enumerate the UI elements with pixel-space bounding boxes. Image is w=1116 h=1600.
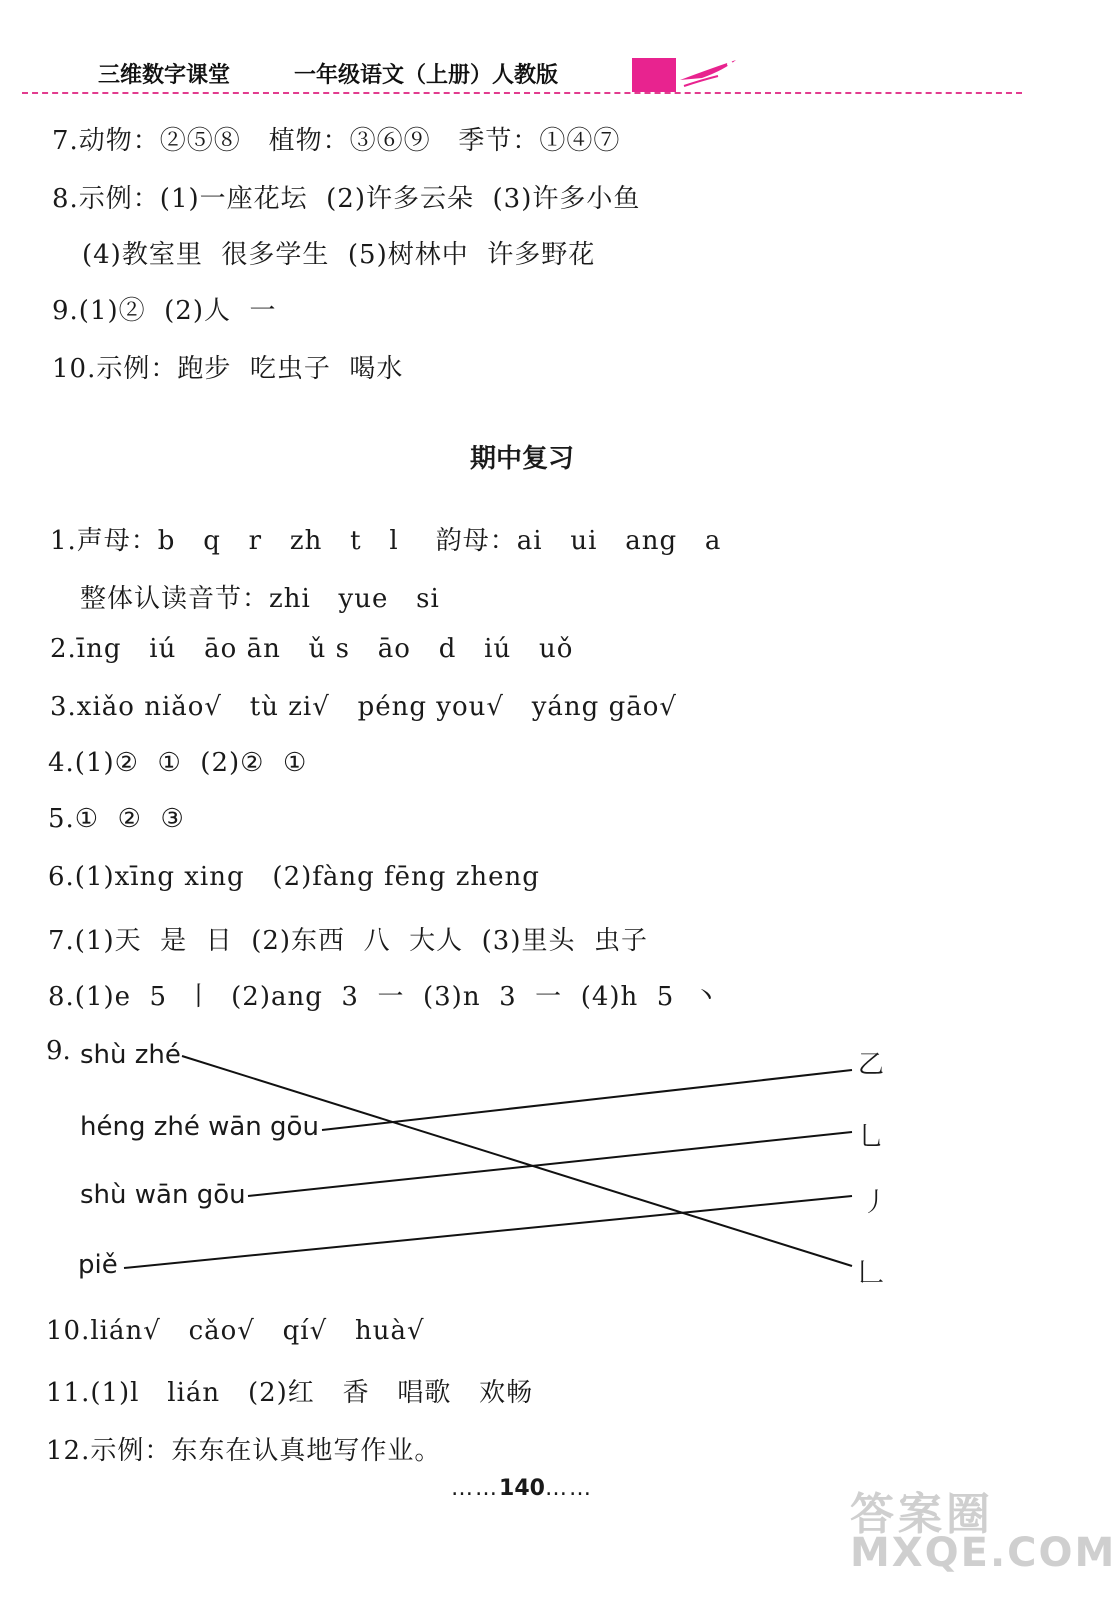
answer-line: 10.示例：跑步 吃虫子 喝水 xyxy=(52,354,404,384)
answer-line: (4)教室里 很多学生 (5)树林中 许多野花 xyxy=(82,240,596,270)
stroke-name-item: héng zhé wān gōu xyxy=(80,1112,319,1142)
page-number-value: 140 xyxy=(499,1476,545,1501)
answer-line: 1.声母：b q r zh t l 韵母：ai ui ang a xyxy=(50,526,722,556)
question-number: 9. xyxy=(46,1036,71,1066)
matching-line xyxy=(322,1070,852,1130)
answer-line: 7.(1)天 是 日 (2)东西 八 大人 (3)里头 虫子 xyxy=(48,926,648,956)
page-number-dots-left: …… xyxy=(451,1476,500,1501)
answer-line: 3.xiǎo niǎo√ tù zi√ péng you√ yáng gāo√ xyxy=(50,692,677,722)
page-number-dots-right: …… xyxy=(544,1476,593,1501)
stroke-name-item: piě xyxy=(78,1250,118,1280)
answer-line: 2.īng iú āo ān ǔ s āo d iú uǒ xyxy=(50,634,574,664)
book-title: 一年级语文（上册）人教版 xyxy=(294,63,559,88)
series-title: 三维数字课堂 xyxy=(98,63,231,88)
answer-line: 7.动物：②⑤⑧ 植物：③⑥⑨ 季节：①④⑦ xyxy=(52,126,621,156)
stroke-glyph: 丿 xyxy=(862,1188,889,1218)
answer-line: 9.(1)② (2)人 一 xyxy=(52,296,277,326)
stroke-name-item: shù wān gōu xyxy=(80,1180,246,1210)
answer-line: 5.① ② ③ xyxy=(48,804,185,834)
answer-line: 6.(1)xīng xing (2)fàng fēng zheng xyxy=(48,862,540,892)
watermark-text: 答案圈 xyxy=(850,1489,994,1540)
answer-line: 8.示例：(1)一座花坛 (2)许多云朵 (3)许多小鱼 xyxy=(52,184,641,214)
matching-line xyxy=(248,1132,852,1196)
stroke-name-item: shù zhé xyxy=(80,1040,181,1070)
stroke-glyph: 𠃊 xyxy=(858,1258,885,1288)
answer-line: 整体认读音节：zhi yue si xyxy=(80,584,440,614)
watermark-url: MXQE.COM xyxy=(850,1530,1116,1576)
answer-line: 10.lián√ cǎo√ qí√ huà√ xyxy=(46,1316,425,1346)
stroke-glyph: 乙 xyxy=(858,1050,885,1080)
answer-line: 12.示例：东东在认真地写作业。 xyxy=(46,1436,442,1466)
answer-line: 4.(1)② ① (2)② ① xyxy=(48,748,308,778)
stroke-glyph: 乚 xyxy=(858,1122,885,1152)
answer-line: 11.(1)l lián (2)红 香 唱歌 欢畅 xyxy=(46,1378,534,1408)
matching-line xyxy=(182,1056,852,1266)
answer-line: 8.(1)e 5 丨 (2)ang 3 一 (3)n 3 一 (4)h 5 丶 xyxy=(48,982,720,1012)
section-title: 期中复习 xyxy=(469,444,574,474)
